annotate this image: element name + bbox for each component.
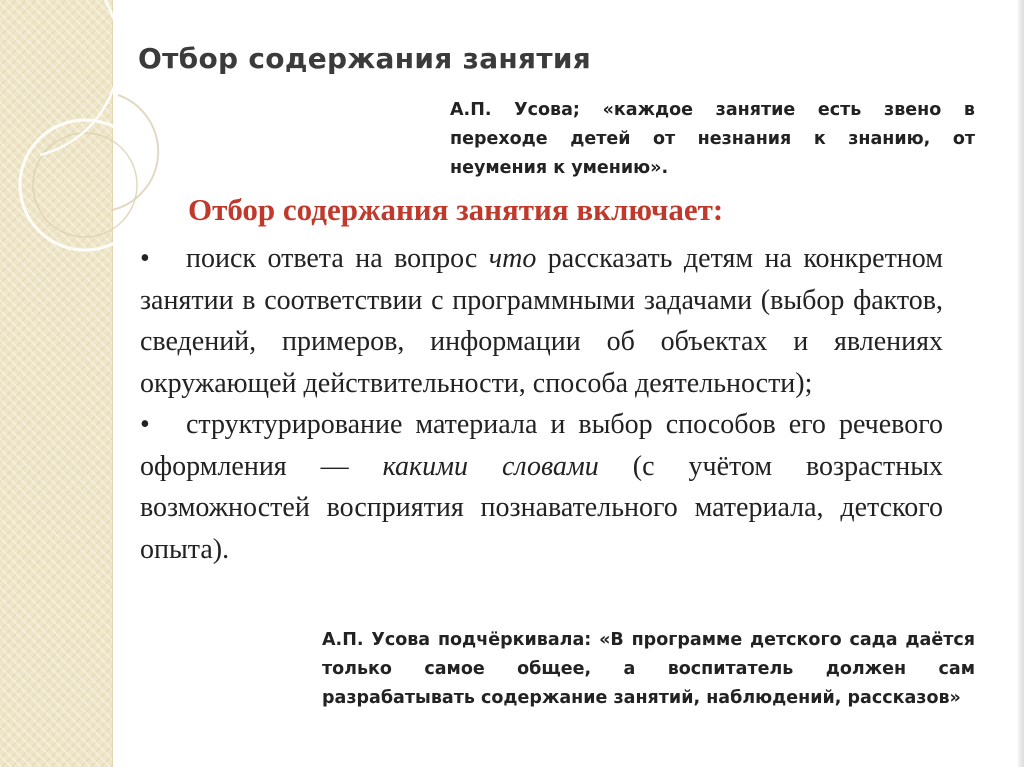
bullet-text: рассказать детям на конкретном занятии в соответствии с программными задачами (выбор фактов, сведений, примеров, информации об объектах и явлениях окружающей действительности, способа деятельности); [140,243,943,399]
bullet-list [140,238,943,570]
bullet-text: поиск ответа на вопрос [186,243,489,274]
slide-title: Отбор содержания занятия [138,42,592,75]
bullet-text: (с учётом возрастных возможностей восприятия познавательного материала, детского опыта). [140,450,944,565]
quote-bottom: А.П. Усова подчёркивала: «В программе детского сада даётся только самое общее, а воспитатель должен сам разрабатывать содержание занятий, наблюдений, рассказов» [322,630,975,708]
bullet-emphasis: какими словами [382,450,599,482]
quote-top: А.П. Усова; «каждое занятие есть звено в переходе детей от незнания к знанию, от неумения к умению». [450,100,975,178]
bullet-item-2 [140,404,943,570]
subheading: Отбор содержания занятия включает: [188,192,724,227]
bullet-marker: • [140,243,150,274]
bullet-marker: • [140,409,150,440]
bullet-text: структурирование материала и выбор способов его речевого оформления — [140,409,943,482]
bullet-item-1 [140,238,943,404]
bullet-emphasis: что [488,243,537,274]
